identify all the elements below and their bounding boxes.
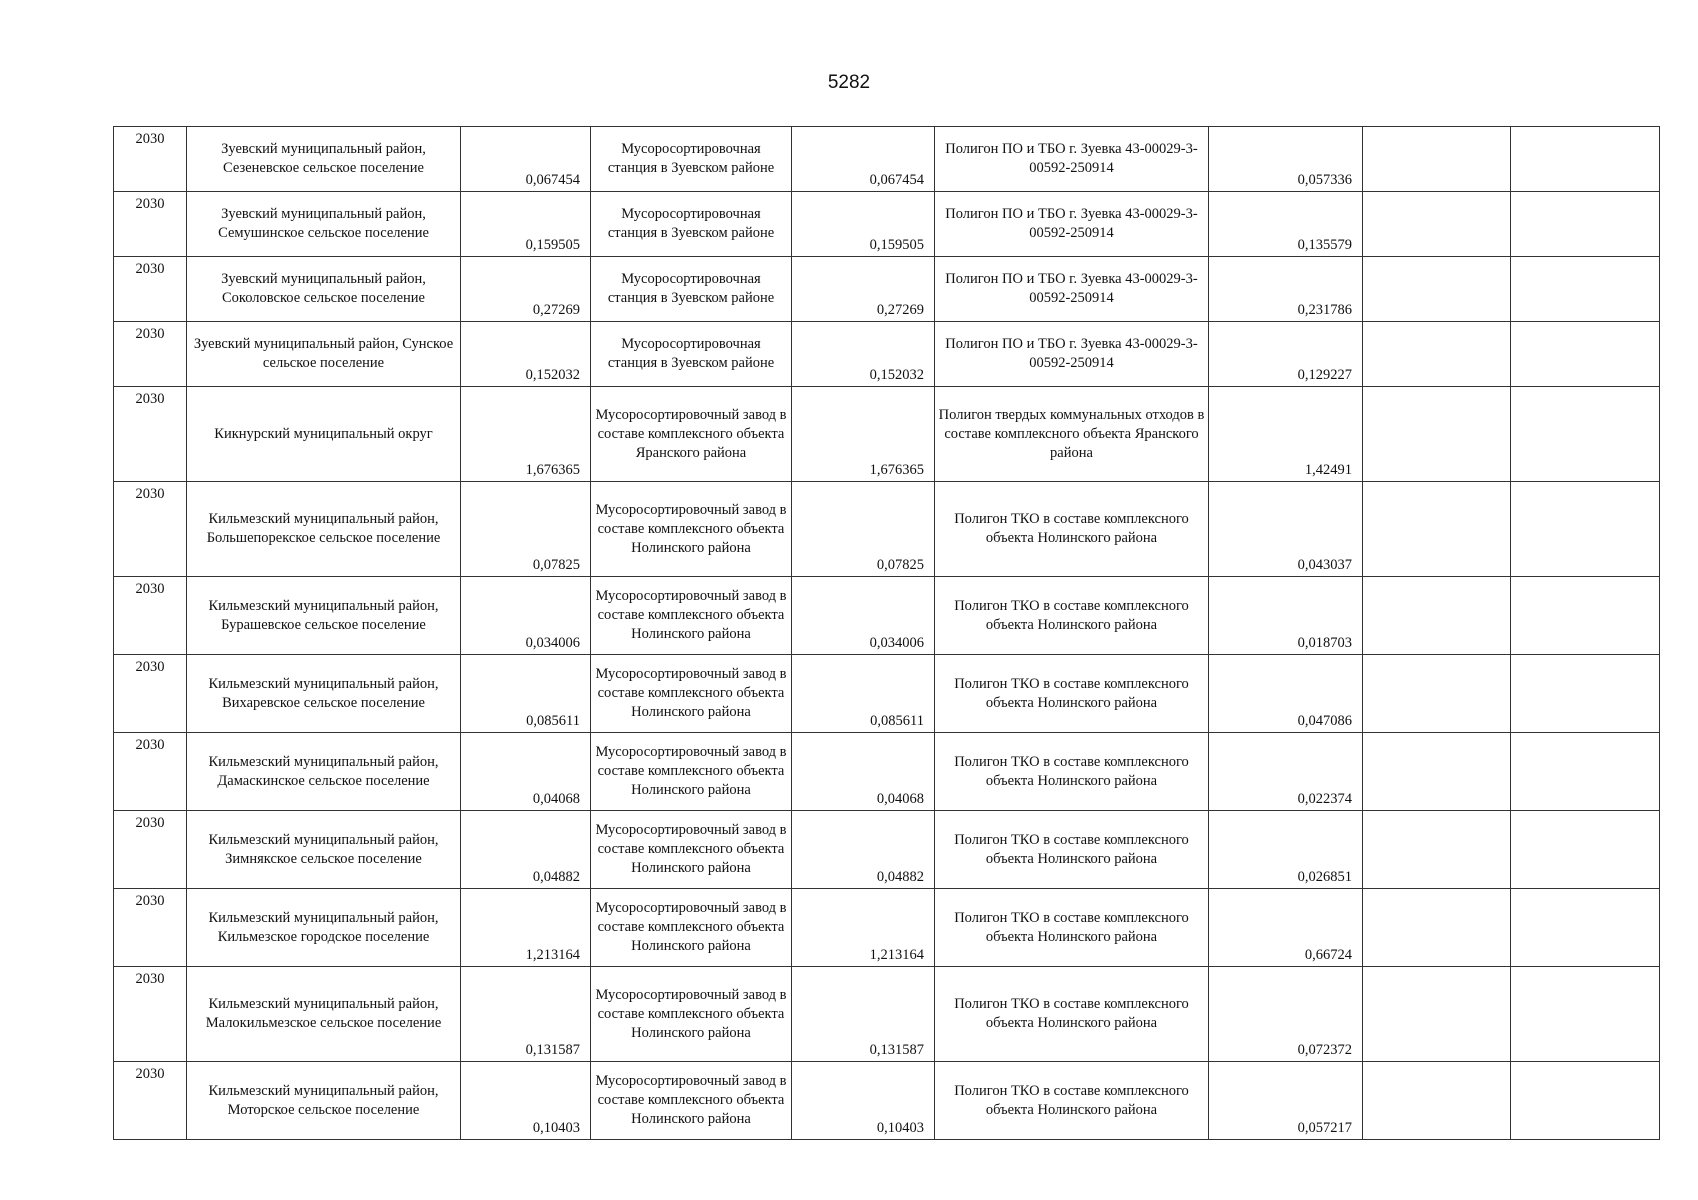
table-row: [114, 387, 1660, 482]
mass-disposed-cell: 1,42491: [1209, 387, 1363, 482]
mass-generated-cell: 0,034006: [461, 577, 591, 655]
year-cell: 2030: [114, 322, 187, 387]
mass-disposed-cell: 0,047086: [1209, 655, 1363, 733]
mass-processed-cell: 0,034006: [792, 577, 935, 655]
processing-facility-cell: Мусоросортировочный завод в составе комплексного объекта Яранского района: [591, 387, 792, 482]
empty-cell: [1511, 733, 1660, 811]
mass-disposed-cell: 0,022374: [1209, 733, 1363, 811]
territory-cell: Кильмезский муниципальный район, Дамаскинское сельское поселение: [187, 733, 461, 811]
year-cell: 2030: [114, 482, 187, 577]
disposal-facility-cell: Полигон ПО и ТБО г. Зуевка 43-00029-3-00592-250914: [935, 257, 1209, 322]
mass-generated-cell: 0,067454: [461, 127, 591, 192]
table-row: [114, 811, 1660, 889]
mass-disposed-cell: 0,026851: [1209, 811, 1363, 889]
mass-generated-cell: 0,131587: [461, 967, 591, 1062]
mass-processed-cell: 1,213164: [792, 889, 935, 967]
mass-generated-cell: 0,159505: [461, 192, 591, 257]
empty-cell: [1511, 322, 1660, 387]
mass-processed-cell: 0,04068: [792, 733, 935, 811]
mass-processed-cell: 0,04882: [792, 811, 935, 889]
mass-generated-cell: 0,07825: [461, 482, 591, 577]
empty-cell: [1363, 967, 1511, 1062]
disposal-facility-cell: Полигон ТКО в составе комплексного объекта Нолинского района: [935, 733, 1209, 811]
mass-disposed-cell: 0,129227: [1209, 322, 1363, 387]
year-cell: 2030: [114, 733, 187, 811]
mass-generated-cell: 1,676365: [461, 387, 591, 482]
territory-cell: Кильмезский муниципальный район, Бурашевское сельское поселение: [187, 577, 461, 655]
table-row: [114, 322, 1660, 387]
territory-cell: Зуевский муниципальный район, Соколовское сельское поселение: [187, 257, 461, 322]
mass-processed-cell: 0,10403: [792, 1062, 935, 1140]
processing-facility-cell: Мусоросортировочный завод в составе комплексного объекта Нолинского района: [591, 1062, 792, 1140]
processing-facility-cell: Мусоросортировочная станция в Зуевском районе: [591, 192, 792, 257]
mass-processed-cell: 0,067454: [792, 127, 935, 192]
mass-processed-cell: 0,07825: [792, 482, 935, 577]
mass-processed-cell: 0,152032: [792, 322, 935, 387]
disposal-facility-cell: Полигон ПО и ТБО г. Зуевка 43-00029-3-00592-250914: [935, 127, 1209, 192]
mass-processed-cell: 0,159505: [792, 192, 935, 257]
empty-cell: [1363, 387, 1511, 482]
empty-cell: [1363, 482, 1511, 577]
waste-flow-table: [113, 126, 1660, 1140]
processing-facility-cell: Мусоросортировочный завод в составе комплексного объекта Нолинского района: [591, 482, 792, 577]
processing-facility-cell: Мусоросортировочный завод в составе комплексного объекта Нолинского района: [591, 889, 792, 967]
processing-facility-cell: Мусоросортировочная станция в Зуевском районе: [591, 322, 792, 387]
mass-processed-cell: 0,27269: [792, 257, 935, 322]
empty-cell: [1363, 1062, 1511, 1140]
empty-cell: [1363, 577, 1511, 655]
year-cell: 2030: [114, 655, 187, 733]
year-cell: 2030: [114, 967, 187, 1062]
year-cell: 2030: [114, 387, 187, 482]
mass-generated-cell: 0,04882: [461, 811, 591, 889]
processing-facility-cell: Мусоросортировочный завод в составе комплексного объекта Нолинского района: [591, 577, 792, 655]
mass-generated-cell: 0,10403: [461, 1062, 591, 1140]
mass-processed-cell: 0,085611: [792, 655, 935, 733]
mass-disposed-cell: 0,018703: [1209, 577, 1363, 655]
table-row: [114, 1062, 1660, 1140]
processing-facility-cell: Мусоросортировочный завод в составе комплексного объекта Нолинского района: [591, 967, 792, 1062]
empty-cell: [1511, 192, 1660, 257]
table-row: [114, 482, 1660, 577]
table-row: [114, 733, 1660, 811]
mass-disposed-cell: 0,135579: [1209, 192, 1363, 257]
processing-facility-cell: Мусоросортировочная станция в Зуевском районе: [591, 127, 792, 192]
empty-cell: [1511, 127, 1660, 192]
empty-cell: [1511, 387, 1660, 482]
territory-cell: Зуевский муниципальный район, Сунское сельское поселение: [187, 322, 461, 387]
year-cell: 2030: [114, 889, 187, 967]
mass-generated-cell: 0,085611: [461, 655, 591, 733]
table-row: [114, 889, 1660, 967]
mass-disposed-cell: 0,66724: [1209, 889, 1363, 967]
empty-cell: [1511, 889, 1660, 967]
empty-cell: [1363, 127, 1511, 192]
year-cell: 2030: [114, 811, 187, 889]
disposal-facility-cell: Полигон твердых коммунальных отходов в составе комплексного объекта Яранского района: [935, 387, 1209, 482]
disposal-facility-cell: Полигон ТКО в составе комплексного объекта Нолинского района: [935, 967, 1209, 1062]
mass-generated-cell: 0,27269: [461, 257, 591, 322]
empty-cell: [1363, 733, 1511, 811]
year-cell: 2030: [114, 192, 187, 257]
empty-cell: [1511, 482, 1660, 577]
mass-processed-cell: 0,131587: [792, 967, 935, 1062]
mass-processed-cell: 1,676365: [792, 387, 935, 482]
table-row: [114, 577, 1660, 655]
disposal-facility-cell: Полигон ТКО в составе комплексного объекта Нолинского района: [935, 1062, 1209, 1140]
mass-disposed-cell: 0,231786: [1209, 257, 1363, 322]
empty-cell: [1511, 655, 1660, 733]
disposal-facility-cell: Полигон ПО и ТБО г. Зуевка 43-00029-3-00592-250914: [935, 192, 1209, 257]
empty-cell: [1363, 889, 1511, 967]
territory-cell: Кильмезский муниципальный район, Зимнякское сельское поселение: [187, 811, 461, 889]
territory-cell: Кильмезский муниципальный район, Малокильмезское сельское поселение: [187, 967, 461, 1062]
mass-disposed-cell: 0,057217: [1209, 1062, 1363, 1140]
disposal-facility-cell: Полигон ТКО в составе комплексного объекта Нолинского района: [935, 655, 1209, 733]
mass-generated-cell: 1,213164: [461, 889, 591, 967]
empty-cell: [1511, 811, 1660, 889]
year-cell: 2030: [114, 257, 187, 322]
territory-cell: Кильмезский муниципальный район, Моторское сельское поселение: [187, 1062, 461, 1140]
disposal-facility-cell: Полигон ТКО в составе комплексного объекта Нолинского района: [935, 482, 1209, 577]
processing-facility-cell: Мусоросортировочный завод в составе комплексного объекта Нолинского района: [591, 733, 792, 811]
empty-cell: [1363, 655, 1511, 733]
table-row: [114, 127, 1660, 192]
table-row: [114, 257, 1660, 322]
mass-generated-cell: 0,152032: [461, 322, 591, 387]
territory-cell: Кильмезский муниципальный район, Кильмезское городское поселение: [187, 889, 461, 967]
empty-cell: [1363, 811, 1511, 889]
processing-facility-cell: Мусоросортировочный завод в составе комплексного объекта Нолинского района: [591, 811, 792, 889]
empty-cell: [1363, 192, 1511, 257]
disposal-facility-cell: Полигон ПО и ТБО г. Зуевка 43-00029-3-00592-250914: [935, 322, 1209, 387]
year-cell: 2030: [114, 577, 187, 655]
table-row: [114, 655, 1660, 733]
mass-disposed-cell: 0,072372: [1209, 967, 1363, 1062]
table-row: [114, 967, 1660, 1062]
territory-cell: Зуевский муниципальный район, Семушинское сельское поселение: [187, 192, 461, 257]
territory-cell: Кильмезский муниципальный район, Вихаревское сельское поселение: [187, 655, 461, 733]
territory-cell: Кильмезский муниципальный район, Большепорекское сельское поселение: [187, 482, 461, 577]
empty-cell: [1511, 577, 1660, 655]
empty-cell: [1363, 257, 1511, 322]
table-row: [114, 192, 1660, 257]
mass-generated-cell: 0,04068: [461, 733, 591, 811]
mass-disposed-cell: 0,057336: [1209, 127, 1363, 192]
year-cell: 2030: [114, 1062, 187, 1140]
empty-cell: [1511, 257, 1660, 322]
territory-cell: Кикнурский муниципальный округ: [187, 387, 461, 482]
disposal-facility-cell: Полигон ТКО в составе комплексного объекта Нолинского района: [935, 811, 1209, 889]
mass-disposed-cell: 0,043037: [1209, 482, 1363, 577]
empty-cell: [1511, 1062, 1660, 1140]
processing-facility-cell: Мусоросортировочный завод в составе комплексного объекта Нолинского района: [591, 655, 792, 733]
disposal-facility-cell: Полигон ТКО в составе комплексного объекта Нолинского района: [935, 577, 1209, 655]
empty-cell: [1363, 322, 1511, 387]
disposal-facility-cell: Полигон ТКО в составе комплексного объекта Нолинского района: [935, 889, 1209, 967]
territory-cell: Зуевский муниципальный район, Сезеневское сельское поселение: [187, 127, 461, 192]
empty-cell: [1511, 967, 1660, 1062]
year-cell: 2030: [114, 127, 187, 192]
page-number: 5282: [827, 72, 871, 93]
processing-facility-cell: Мусоросортировочная станция в Зуевском районе: [591, 257, 792, 322]
